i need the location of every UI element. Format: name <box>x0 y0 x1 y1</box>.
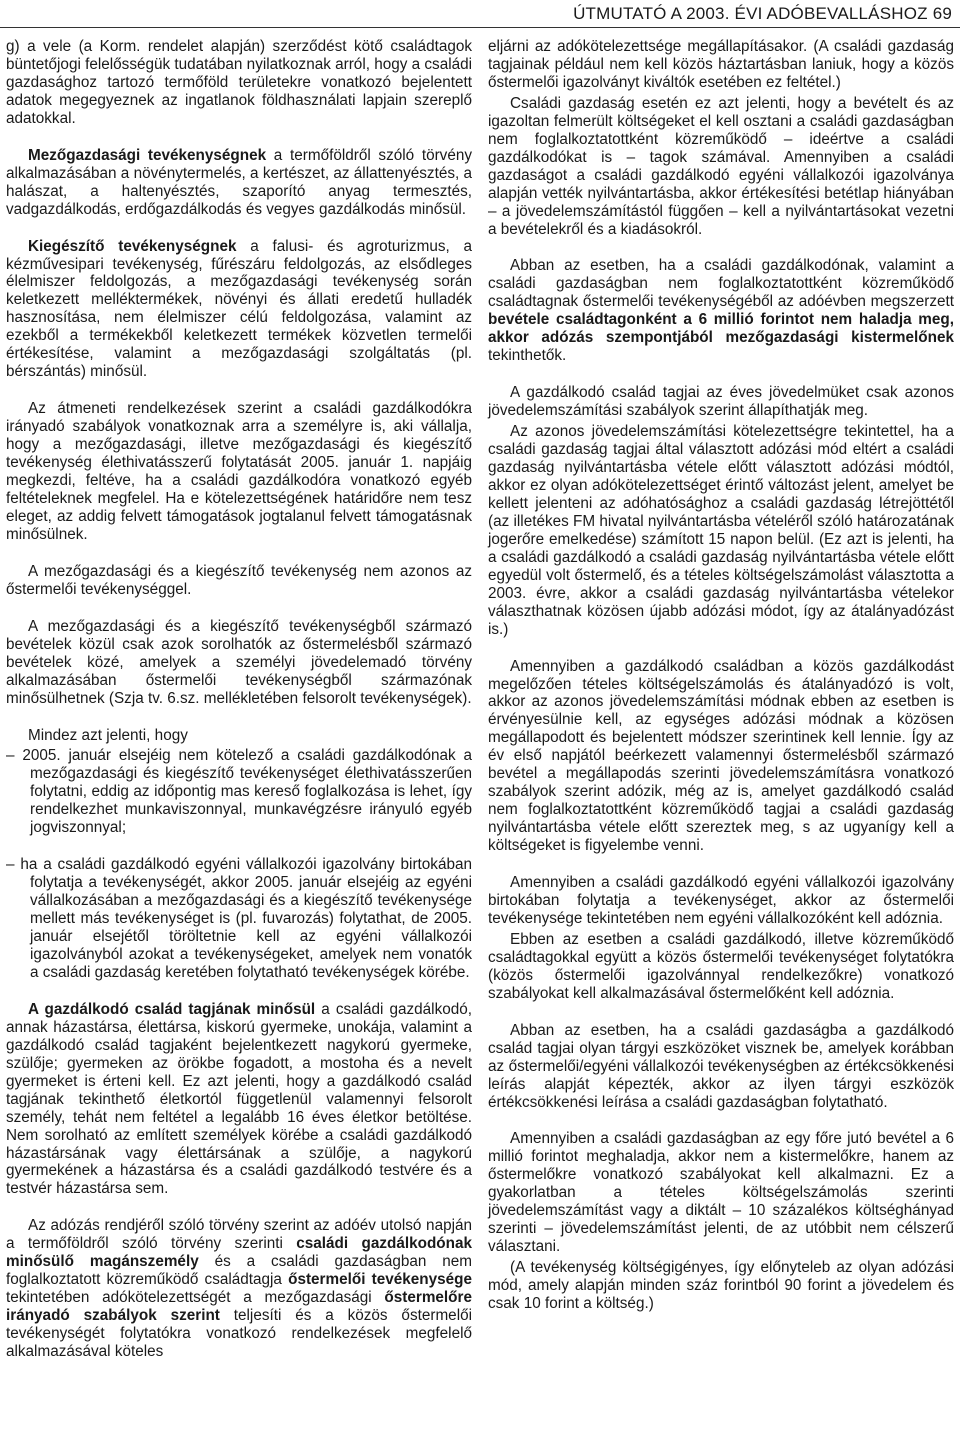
page-number: 69 <box>932 4 952 23</box>
running-title: ÚTMUTATÓ A 2003. ÉVI ADÓBEVALLÁSHOZ <box>573 4 928 23</box>
paragraph: Mindez azt jelenti, hogy <box>28 726 188 744</box>
paragraph: A gazdálkodó család tagjai az éves jövedelmüket csak azonos jövedelemszámítási szabályok szerint állapíthatják meg. <box>488 384 954 420</box>
header-rule <box>0 27 960 28</box>
paragraph: (A tevékenység költségigényes, így előnyteleb az olyan adózási mód, amely alapján minden száz forintból 90 forint a jövedelem és csak 10 forint a költség.) <box>488 1259 954 1313</box>
paragraph: Az adózás rendjéről szóló törvény szerint az adóév utolsó napján a termőföldről szóló törvény szerinti családi gazdálkodónak minősülő magánszemély és a családi gazdaságban nem foglalkoztatott közreműködő családtagja őstermelői tevékenysége tekintetében adókötelezettségét a mezőgazdasági őstermelőre irányadó szabályok szerint teljesíti és a közös őstermelői tevékenységét folytatókra vonatkozó rendelkezések megfelelő alkalmazásával köteles <box>6 1217 472 1361</box>
paragraph: Amennyiben a családi gazdálkodó egyéni vállalkozói igazolvány birtokában folytatja a tevékenységet, akkor az őstermelői tevékenysége tekintetében nem egyéni vállalkozóként kell adóznia. <box>488 874 954 927</box>
paragraph: Kiegészítő tevékenységnek a falusi- és agroturizmus, a kézművesipari tevékenység, fűrészáru feldolgozás, az elsődleges élelmiszer feldolgozás, a mezőgazdasági tevékenység során keletkezett melléktermékek, növényi és állati eredetű hulladék hasznosítása, nem élelmiszer célú feldolgozása, valamint az ezekből a termékekből keletkezett termékek közvetlen termelői értékesítése, valamint a mezőgazdasági szolgáltatás (pl. bérszántás) minősül. <box>6 237 473 381</box>
right-column <box>488 38 954 1332</box>
running-header <box>573 4 952 24</box>
paragraph: Az átmeneti rendelkezések szerint a családi gazdálkodókra irányadó szabályok vonatkoznak arra a személyre is, aki vállalja, hogy a mezőgazdasági, illetve mezőgazdasági és kiegészítő tevékenység élethivatásszerű folytatását 2005. január 1. napjáig megkezdi, feltéve, ha a családi gazdálkodóra vonatkozó egyéb feltételeknek megfelel. Ha e kötelezettségének határidőre nem tesz eleget, az addig felvett támogatások jogtalanul felvett támogatásnak minősülnek. <box>6 400 472 543</box>
list-item: – ha a családi gazdálkodó egyéni vállalkozói igazolvány birtokában folytatja a tevékenységét, akkor 2005. január elsejéig az egyéni vállalkozásában a mezőgazdasági és a kiegészítő tevékenysége mellett más tevékenységet is (pl. fuvarozás) folytathat, de 2005. január elsejétől töröltetnie kell az egyéni vállalkozói igazolványból azokat a tevékenységeket, amelyek nem vonatók a családi gazdaság keretében folytatható tevékenységek körébe. <box>6 856 472 981</box>
paragraph: Amennyiben a gazdálkodó családban a közös gazdálkodást megelőzően tételes költségelszámolás és átalányadózó is volt, akkor az azonos jövedelemszámítási módnak ebben az esetben is érvényesülnie kell, az egységes adózási módnak a közösen megállapodott és bejelentett módszer szerintinek kell lennie. Így az év első napjától beérkezett valamennyi őstermelésből származó bevétel a megállapodás szerinti jövedelemszámításra vonatkozó szabályok szerint adózik, még az is, amelyet gazdálkodó család nem foglalkoztatottként közreműködő tagjai a családi gazdaság nyilvántartásba vétele előtt szereztek meg, s az ugyanígy kell a költségeket is figyelembe venni. <box>488 657 954 855</box>
paragraph: Amennyiben a családi gazdaságban az egy főre jutó bevétel a 6 millió forintot meghaladja, akkor nem a kistermelőkre, hanem az őstermelőkre vonatkozó szabályokat kell alkalmazni. Ez a gyakorlatban a tételes költségelszámolás szerinti jövedelemszámítást vagy a diktált – 10 százalékos költséghányad szerinti – jövedelemszámítást jelenti, de az utóbbit nem célszerű választani. <box>488 1130 954 1256</box>
paragraph: eljárni az adókötelezettsége megállapításakor. (A családi gazdaság tagjainak például nem kell közös háztartásban laniuk, hogy a közös őstermelői igazolványt kiváltók esetében ez feltétel.) <box>488 38 954 91</box>
term-bold: családi gazdálkodónak minősülő magánszemély <box>6 1235 472 1271</box>
paragraph: Mezőgazdasági tevékenységnek a termőföldről szóló törvény alkalmazásában a növénytermelés, a kertészet, az állattenyésztés, a halászat, a haltenyésztés, szaporító anyag termesztés, vadgazdálkodás, erdőgazdálkodás és vegyes gazdálkodás minősül. <box>6 146 472 218</box>
paragraph: Ebben az esetben a családi gazdálkodó, illetve közreműködő családtagokkal együtt a közös őstermelői tevékenységet folytatókra (közös őstermelői igazolvánnyal rendelkezőkre) vonatkozó szabályokat kell alkalmazásával őstermelőként kell adóznia. <box>488 930 954 1002</box>
paragraph: A gazdálkodó család tagjának minősül a családi gazdálkodó, annak házastársa, élettársa, kiskorú gyermeke, unokája, valamint a gazdálkodó család tagjaként bejelentkezett nagykorú gyermeke, szülője; gyermeken az örökbe fogadott, a mostoha és a nevelt gyermeket is érteni kell. Ez azt jelenti, hogy a gazdálkodó család tagjának tekinthető életkortól függetlenül valamennyi felsorolt személy, tehát nem feltétel a legalább 16 éves életkor betöltése. Nem sorolható az említett személyek körébe a családi gazdálkodó házastársának vagy élettársának a szülője, a nagykorú gyermekének a házastársa és a családi gazdálkodó testvére és a testvér házastársa sem. <box>6 1000 472 1198</box>
paragraph: Az azonos jövedelemszámítási kötelezettségre tekintettel, ha a családi gazdaság tagjai által választott adózási mód eltért a családi gazdaság nyilvántartásba vétele előtt választott adózási módtól, akkor ez olyan adókötelezettséget érintő változást jelent, amelyet be kellett jelenteni az adóhatósághoz a családi gazdaság létrejöttétől (az illetékes FM hivatal nyilvántartásba vételéről szóló határozatának jogerőre emelkedése) számított 15 napon belül. (Ez azt is jelenti, ha a családi gazdálkodó a családi gazdaság nyilvántartásba vétele előtt egyedül volt őstermelő, és a tételes költségelszámolást választotta a 2003. évre, akkor a családi gazdaság nyilvántartásba vételekor választhatnak közösen újabb adózási módot, így az átalányadózást is.) <box>488 423 954 638</box>
term-bold: Mezőgazdasági tevékenységnek <box>28 146 267 164</box>
left-column <box>6 38 472 1380</box>
paragraph: g) a vele (a Korm. rendelet alapján) szerződést kötő családtagok büntetőjogi felelősségük tudatában nyilatkoznak arról, hogy a családi gazdasághoz tartozó termőföld területekre vonatkozó bejelentett adatok megegyeznek az ingatlanok földhasználati lapjain szereplő adatokkal. <box>6 38 473 127</box>
paragraph: Abban az esetben, ha a családi gazdaságba a gazdálkodó család tagjai olyan tárgyi eszközöket visznek be, amelyek korábban az őstermelői/egyéni vállalkozói tevékenységben az értékcsökkenési leírás alapját képezték, akkor az ilyen tárgyi eszközök értékcsökkenési leírása a családi gazdaságban folytatható. <box>488 1021 954 1111</box>
paragraph: A mezőgazdasági és a kiegészítő tevékenységből származó bevételek közül csak azok sorolhatók az őstermelésből származó bevételek közé, amelyek a személyi jövedelemadó törvény alkalmazásában őstermelői tevékenységből származónak minősülhetnek (Szja tv. 6.sz. mellékletében felsorolt tevékenységek). <box>6 617 472 707</box>
term-bold: bevétele családtagonként a 6 millió forintot nem haladja meg, akkor adózás szempontjából mezőgazdasági kistermelőnek <box>488 311 954 347</box>
paragraph: Családi gazdaság esetén ez azt jelenti, hogy a bevételt és az igazoltan felmerült költségeket el kell osztani a családi gazdaságban nem foglalkoztatottként közreműködő – ideértve a családi gazdálkodókat is – tagok számával. Amennyiben a családi gazdaságot a családi gazdálkodó egyéni vállalkozói igazolványa alapján vették nyilvántartásba, akkor értékesítési betétlap hiányában – a jövedelemszámítástól függően – kell a nyilvántartásokat vezetni a bevételekről és a kiadásokról. <box>488 94 954 238</box>
term-bold: őstermelőre irányadó szabályok szerint <box>6 1289 472 1325</box>
list-item: – 2005. január elsejéig nem kötelező a családi gazdálkodónak a mezőgazdasági és kiegészítő tevékenységet élethivatásszerűen folytatni, eddig az időpontig mas kereső foglalkozása is lehet, így rendelkezhet munkaviszonnyal, munkavégzésre irányuló egyéb jogviszonnyal; <box>6 747 472 837</box>
paragraph: A mezőgazdasági és a kiegészítő tevékenység nem azonos az őstermelői tevékenységgel. <box>6 562 472 598</box>
paragraph: Abban az esetben, ha a családi gazdálkodónak, valamint a családi gazdaságban nem foglalkoztatottként közreműködő családtagnak őstermelői tevékenységéből az adóévben megszerzett bevétele családtagonként a 6 millió forintot nem haladja meg, akkor adózás szempontjából mezőgazdasági kistermelőnek tekinthetők. <box>488 257 954 365</box>
term-bold: A gazdálkodó család tagjának minősül <box>28 1000 316 1018</box>
term-bold: őstermelői tevékenysége <box>288 1271 472 1289</box>
term-bold: Kiegészítő tevékenységnek <box>28 237 237 255</box>
